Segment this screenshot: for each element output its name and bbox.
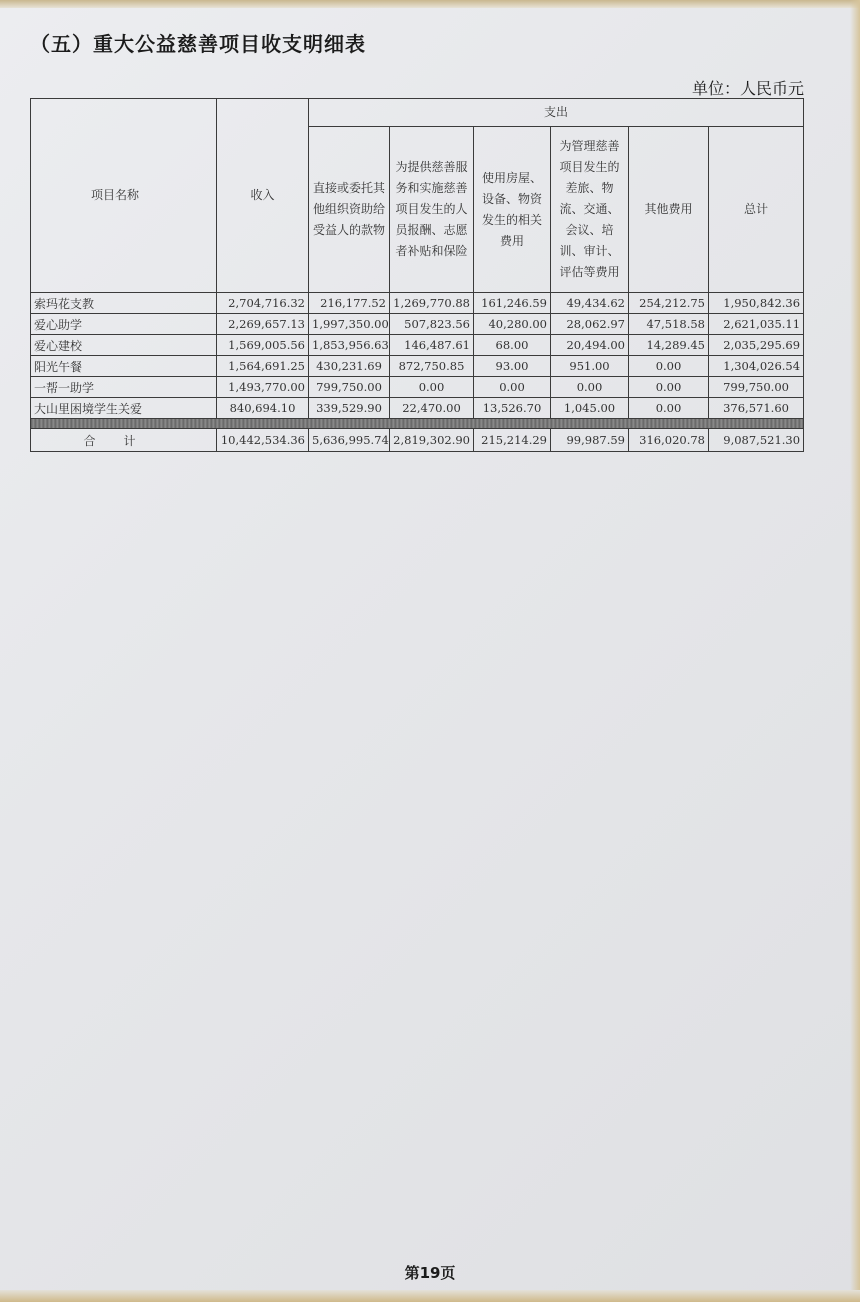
direct-cell: 1,997,350.00 xyxy=(309,314,390,335)
project-name: 大山里困境学生关爱 xyxy=(31,398,217,419)
project-name: 爱心建校 xyxy=(31,335,217,356)
management-cell: 49,434.62 xyxy=(551,293,629,314)
page-edge xyxy=(850,0,860,1302)
service-cell: 1,269,770.88 xyxy=(390,293,474,314)
project-name: 爱心助学 xyxy=(31,314,217,335)
other-cell: 0.00 xyxy=(629,377,709,398)
equipment-cell: 161,246.59 xyxy=(474,293,551,314)
header-management-cost: 为管理慈善项目发生的差旅、物流、交通、会议、培训、审计、评估等费用 xyxy=(551,127,629,293)
page-edge xyxy=(0,1290,860,1302)
total-label: 合计 xyxy=(31,429,217,452)
total-cell: 376,571.60 xyxy=(709,398,804,419)
table-row xyxy=(31,293,804,314)
header-income: 收入 xyxy=(217,99,309,293)
header-equipment-cost: 使用房屋、设备、物资发生的相关费用 xyxy=(474,127,551,293)
header-total: 总计 xyxy=(709,127,804,293)
equipment-cell: 13,526.70 xyxy=(474,398,551,419)
header-other-cost: 其他费用 xyxy=(629,127,709,293)
direct-cell: 430,231.69 xyxy=(309,356,390,377)
equipment-cell: 93.00 xyxy=(474,356,551,377)
other-cell: 14,289.45 xyxy=(629,335,709,356)
service-cell: 22,470.00 xyxy=(390,398,474,419)
table-row xyxy=(31,314,804,335)
project-name: 一帮一助学 xyxy=(31,377,217,398)
service-cell: 146,487.61 xyxy=(390,335,474,356)
total-cell: 9,087,521.30 xyxy=(709,429,804,452)
equipment-cell: 68.00 xyxy=(474,335,551,356)
total-row xyxy=(31,429,804,452)
management-cell: 99,987.59 xyxy=(551,429,629,452)
project-name: 索玛花支教 xyxy=(31,293,217,314)
charity-project-table xyxy=(30,98,804,452)
service-cell: 872,750.85 xyxy=(390,356,474,377)
direct-cell: 5,636,995.74 xyxy=(309,429,390,452)
service-cell: 2,819,302.90 xyxy=(390,429,474,452)
equipment-cell: 215,214.29 xyxy=(474,429,551,452)
equipment-cell: 40,280.00 xyxy=(474,314,551,335)
page-title: （五）重大公益慈善项目收支明细表 xyxy=(30,32,366,56)
header-direct-aid: 直接或委托其他组织资助给受益人的款物 xyxy=(309,127,390,293)
income-cell: 1,493,770.00 xyxy=(217,377,309,398)
income-cell: 840,694.10 xyxy=(217,398,309,419)
management-cell: 0.00 xyxy=(551,377,629,398)
income-cell: 1,564,691.25 xyxy=(217,356,309,377)
management-cell: 28,062.97 xyxy=(551,314,629,335)
direct-cell: 339,529.90 xyxy=(309,398,390,419)
income-cell: 2,704,716.32 xyxy=(217,293,309,314)
separator-bar xyxy=(31,419,804,429)
header-project-name: 项目名称 xyxy=(31,99,217,293)
total-cell: 2,035,295.69 xyxy=(709,335,804,356)
service-cell: 0.00 xyxy=(390,377,474,398)
other-cell: 316,020.78 xyxy=(629,429,709,452)
equipment-cell: 0.00 xyxy=(474,377,551,398)
total-cell: 1,304,026.54 xyxy=(709,356,804,377)
direct-cell: 216,177.52 xyxy=(309,293,390,314)
project-name: 阳光午餐 xyxy=(31,356,217,377)
other-cell: 0.00 xyxy=(629,398,709,419)
income-cell: 2,269,657.13 xyxy=(217,314,309,335)
total-cell: 2,621,035.11 xyxy=(709,314,804,335)
page-number: 第19页 xyxy=(404,1264,456,1282)
table-row xyxy=(31,335,804,356)
total-cell: 799,750.00 xyxy=(709,377,804,398)
page-edge xyxy=(0,0,860,8)
direct-cell: 1,853,956.63 xyxy=(309,335,390,356)
direct-cell: 799,750.00 xyxy=(309,377,390,398)
header-service-cost: 为提供慈善服务和实施慈善项目发生的人员报酬、志愿者补贴和保险 xyxy=(390,127,474,293)
header-expense-group: 支出 xyxy=(309,99,804,127)
total-cell: 1,950,842.36 xyxy=(709,293,804,314)
other-cell: 254,212.75 xyxy=(629,293,709,314)
table-row xyxy=(31,356,804,377)
income-cell: 10,442,534.36 xyxy=(217,429,309,452)
other-cell: 47,518.58 xyxy=(629,314,709,335)
income-cell: 1,569,005.56 xyxy=(217,335,309,356)
currency-unit: 单位：人民币元 xyxy=(691,79,804,98)
separator-row xyxy=(31,419,804,429)
table-row xyxy=(31,377,804,398)
management-cell: 951.00 xyxy=(551,356,629,377)
table-row xyxy=(31,398,804,419)
management-cell: 20,494.00 xyxy=(551,335,629,356)
management-cell: 1,045.00 xyxy=(551,398,629,419)
service-cell: 507,823.56 xyxy=(390,314,474,335)
other-cell: 0.00 xyxy=(629,356,709,377)
